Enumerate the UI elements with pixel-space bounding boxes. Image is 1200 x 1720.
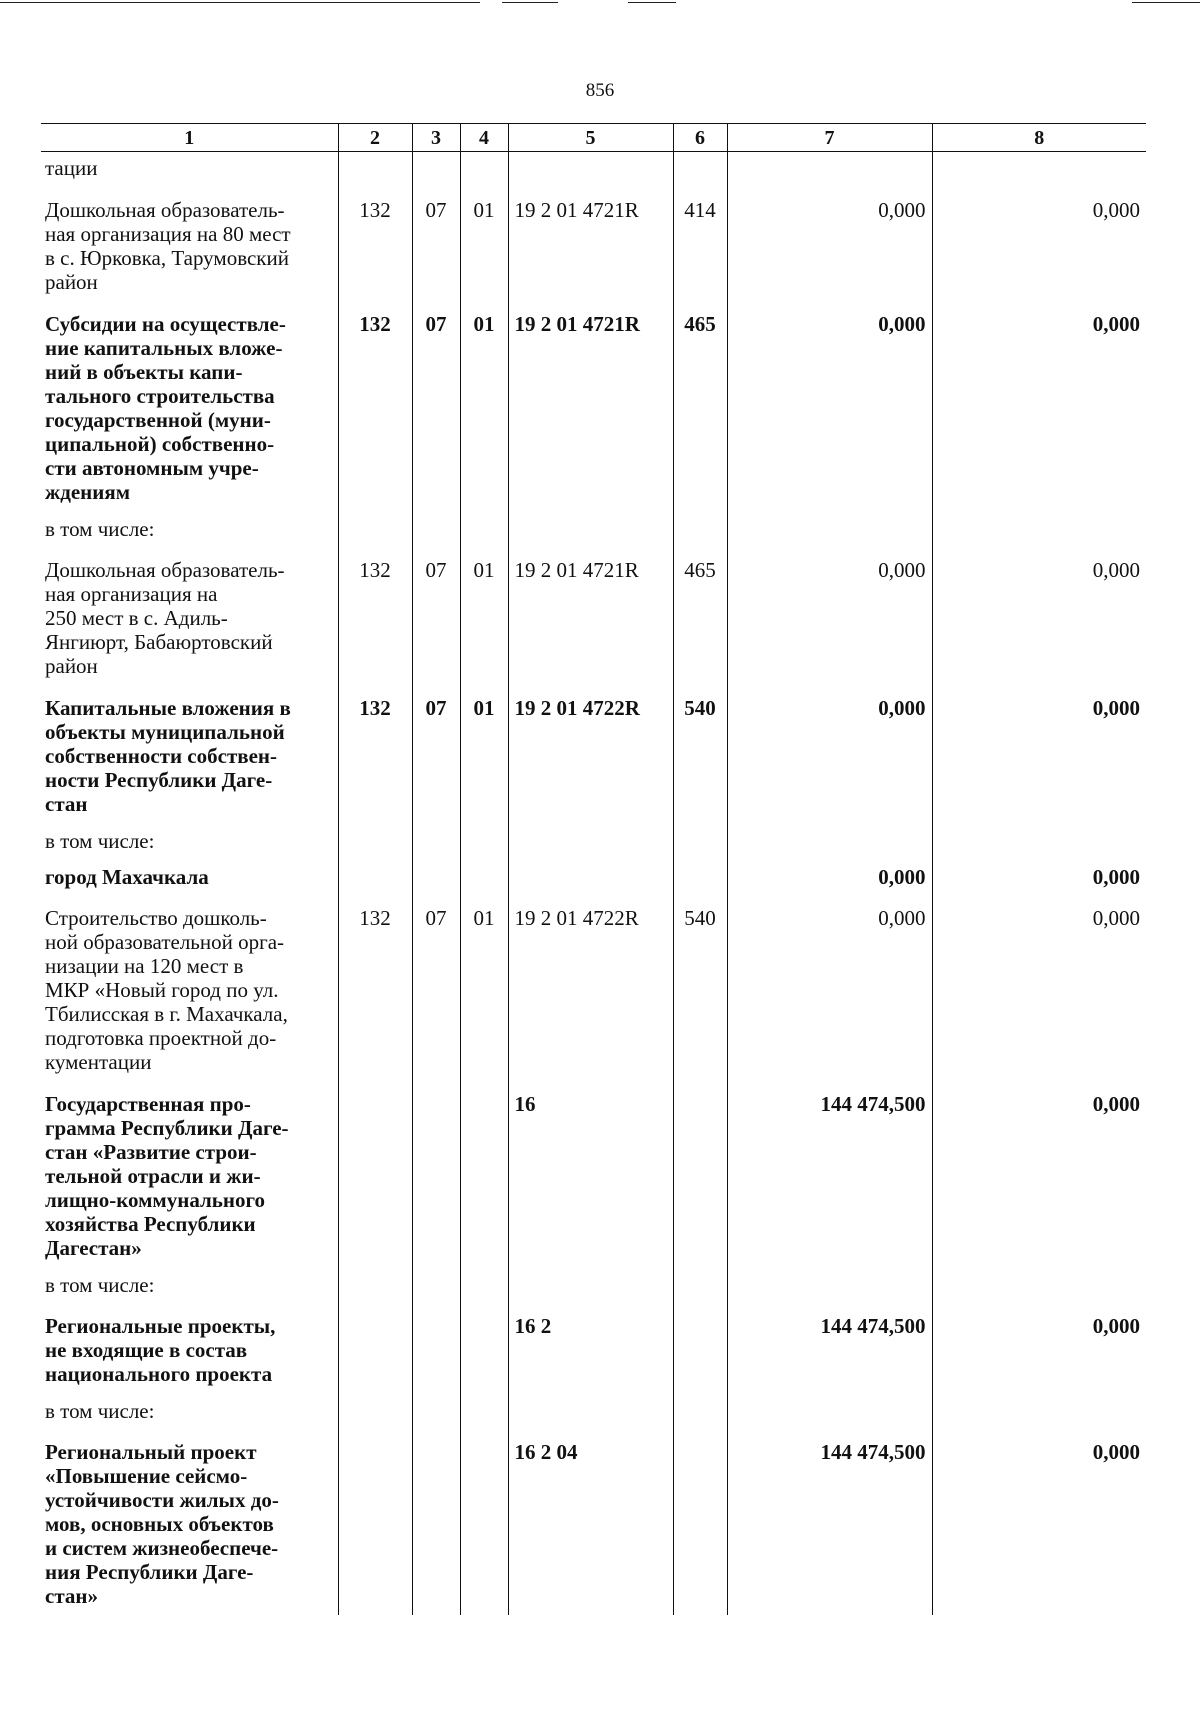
row-grbs-cell: 132 bbox=[338, 301, 412, 511]
row-target-article-cell bbox=[508, 823, 673, 859]
row-amount-col8-cell bbox=[932, 152, 1146, 188]
table-row bbox=[41, 547, 1146, 685]
row-expense-type-cell: 540 bbox=[673, 895, 727, 1081]
row-target-article-cell bbox=[508, 859, 673, 895]
row-amount-col7-cell bbox=[727, 823, 932, 859]
row-amount-col7-cell: 0,000 bbox=[727, 685, 932, 823]
row-amount-col8-cell bbox=[932, 1267, 1146, 1303]
row-grbs-cell: 132 bbox=[338, 685, 412, 823]
row-amount-col7-cell: 0,000 bbox=[727, 187, 932, 301]
table-row bbox=[41, 1429, 1146, 1615]
table-row bbox=[41, 895, 1146, 1081]
row-expense-type-cell: 465 bbox=[673, 301, 727, 511]
row-grbs-cell: 132 bbox=[338, 187, 412, 301]
row-amount-col8-cell bbox=[932, 823, 1146, 859]
scan-top-rule bbox=[628, 2, 676, 3]
table-row bbox=[41, 859, 1146, 895]
row-section-cell: 07 bbox=[412, 895, 460, 1081]
row-name-cell: Дошкольная образователь- ная организация на 80 мест в с. Юрковка, Тарумовский район bbox=[45, 198, 291, 294]
row-target-article-cell: 19 2 01 4722R bbox=[508, 895, 673, 1081]
row-grbs-cell bbox=[338, 1393, 412, 1429]
row-name-cell: Дошкольная образователь- ная организация на 250 мест в с. Адиль- Янгиюрт, Бабаюртовский район bbox=[45, 558, 285, 678]
row-amount-col8-cell: 0,000 bbox=[932, 187, 1146, 301]
row-section-cell: 07 bbox=[412, 547, 460, 685]
row-grbs-cell bbox=[338, 1303, 412, 1393]
row-expense-type-cell: 465 bbox=[673, 547, 727, 685]
budget-table bbox=[41, 123, 1146, 1615]
row-subsection-cell bbox=[460, 1429, 508, 1615]
row-amount-col7-cell: 0,000 bbox=[727, 547, 932, 685]
row-section-cell bbox=[412, 823, 460, 859]
table-row bbox=[41, 152, 1146, 188]
row-section-cell bbox=[412, 1429, 460, 1615]
row-subsection-cell: 01 bbox=[460, 187, 508, 301]
row-amount-col7-cell: 144 474,500 bbox=[727, 1081, 932, 1267]
row-amount-col7-cell: 144 474,500 bbox=[727, 1303, 932, 1393]
row-section-cell bbox=[412, 1393, 460, 1429]
row-target-article-cell bbox=[508, 152, 673, 188]
row-name-cell: в том числе: bbox=[45, 1399, 155, 1423]
row-name-cell: Региональные проекты, не входящие в состав национального проекта bbox=[45, 1314, 276, 1386]
column-header: 6 bbox=[673, 124, 727, 152]
row-subsection-cell bbox=[460, 823, 508, 859]
row-section-cell bbox=[412, 1303, 460, 1393]
row-amount-col8-cell: 0,000 bbox=[932, 859, 1146, 895]
table-row bbox=[41, 301, 1146, 511]
row-section-cell bbox=[412, 1081, 460, 1267]
row-subsection-cell bbox=[460, 1393, 508, 1429]
row-target-article-cell bbox=[508, 1267, 673, 1303]
row-subsection-cell: 01 bbox=[460, 547, 508, 685]
row-expense-type-cell bbox=[673, 859, 727, 895]
row-expense-type-cell bbox=[673, 823, 727, 859]
row-target-article-cell: 19 2 01 4721R bbox=[508, 547, 673, 685]
row-name-cell: Государственная про- грамма Республики Даге- стан «Развитие строи- тельной отрасли и жи- лищно-коммунального хозяйства Республики Дагестан» bbox=[45, 1092, 289, 1260]
row-amount-col7-cell bbox=[727, 1393, 932, 1429]
row-name-cell: город Махачкала bbox=[45, 865, 209, 889]
row-grbs-cell bbox=[338, 859, 412, 895]
row-name-cell: тации bbox=[45, 156, 98, 180]
row-target-article-cell: 19 2 01 4721R bbox=[508, 187, 673, 301]
row-subsection-cell bbox=[460, 1267, 508, 1303]
column-header: 2 bbox=[338, 124, 412, 152]
scan-top-rule bbox=[502, 2, 558, 3]
table-row bbox=[41, 823, 1146, 859]
row-amount-col8-cell: 0,000 bbox=[932, 895, 1146, 1081]
column-header: 1 bbox=[41, 124, 338, 152]
row-amount-col7-cell: 0,000 bbox=[727, 301, 932, 511]
row-amount-col8-cell: 0,000 bbox=[932, 685, 1146, 823]
row-target-article-cell bbox=[508, 1393, 673, 1429]
row-name-cell: в том числе: bbox=[45, 829, 155, 853]
row-grbs-cell bbox=[338, 152, 412, 188]
column-header: 8 bbox=[932, 124, 1146, 152]
row-section-cell: 07 bbox=[412, 685, 460, 823]
row-subsection-cell: 01 bbox=[460, 301, 508, 511]
table-body bbox=[41, 152, 1146, 1616]
row-amount-col8-cell: 0,000 bbox=[932, 1081, 1146, 1267]
table-row bbox=[41, 1081, 1146, 1267]
page-number: 856 bbox=[585, 80, 615, 101]
scan-top-rule bbox=[1132, 2, 1200, 3]
row-name-cell: в том числе: bbox=[45, 1273, 155, 1297]
row-amount-col7-cell bbox=[727, 152, 932, 188]
row-expense-type-cell bbox=[673, 511, 727, 547]
row-subsection-cell bbox=[460, 859, 508, 895]
row-amount-col8-cell bbox=[932, 511, 1146, 547]
row-subsection-cell bbox=[460, 152, 508, 188]
table-row bbox=[41, 1393, 1146, 1429]
table-row bbox=[41, 511, 1146, 547]
row-amount-col7-cell bbox=[727, 1267, 932, 1303]
table-row bbox=[41, 187, 1146, 301]
row-grbs-cell bbox=[338, 511, 412, 547]
row-section-cell: 07 bbox=[412, 301, 460, 511]
row-section-cell bbox=[412, 859, 460, 895]
column-number-row bbox=[41, 124, 1146, 152]
row-amount-col8-cell bbox=[932, 1393, 1146, 1429]
column-header: 4 bbox=[460, 124, 508, 152]
row-grbs-cell: 132 bbox=[338, 895, 412, 1081]
row-grbs-cell bbox=[338, 1267, 412, 1303]
column-header: 5 bbox=[508, 124, 673, 152]
row-expense-type-cell bbox=[673, 1081, 727, 1267]
column-header: 3 bbox=[412, 124, 460, 152]
row-grbs-cell: 132 bbox=[338, 547, 412, 685]
row-section-cell bbox=[412, 1267, 460, 1303]
row-name-cell: Капитальные вложения в объекты муниципальной собственности собствен- ности Республики Даге- стан bbox=[45, 696, 291, 816]
row-expense-type-cell: 414 bbox=[673, 187, 727, 301]
row-target-article-cell: 16 2 04 bbox=[508, 1429, 673, 1615]
row-subsection-cell: 01 bbox=[460, 685, 508, 823]
row-grbs-cell bbox=[338, 1429, 412, 1615]
row-name-cell: Строительство дошколь- ной образовательной орга- низации на 120 мест в МКР «Новый город по ул. Тбилисская в г. Махачкала, подготовка проектной до- кументации bbox=[45, 906, 288, 1074]
row-subsection-cell bbox=[460, 511, 508, 547]
row-expense-type-cell: 540 bbox=[673, 685, 727, 823]
row-section-cell bbox=[412, 511, 460, 547]
row-amount-col7-cell: 144 474,500 bbox=[727, 1429, 932, 1615]
row-subsection-cell bbox=[460, 1081, 508, 1267]
row-amount-col7-cell: 0,000 bbox=[727, 895, 932, 1081]
row-amount-col8-cell: 0,000 bbox=[932, 1429, 1146, 1615]
row-amount-col8-cell: 0,000 bbox=[932, 547, 1146, 685]
scan-top-rule bbox=[0, 2, 480, 3]
row-amount-col7-cell bbox=[727, 511, 932, 547]
row-target-article-cell: 19 2 01 4721R bbox=[508, 301, 673, 511]
row-name-cell: Субсидии на осуществле- ние капитальных вложе- ний в объекты капи- тального строительства государственной (муни- ципальной) собственно- сти автономным учре- ждениям bbox=[45, 312, 286, 504]
row-grbs-cell bbox=[338, 823, 412, 859]
row-target-article-cell: 19 2 01 4722R bbox=[508, 685, 673, 823]
row-target-article-cell bbox=[508, 511, 673, 547]
row-subsection-cell bbox=[460, 1303, 508, 1393]
row-amount-col8-cell: 0,000 bbox=[932, 1303, 1146, 1393]
row-expense-type-cell bbox=[673, 1429, 727, 1615]
table-row bbox=[41, 1267, 1146, 1303]
table-row bbox=[41, 1303, 1146, 1393]
row-expense-type-cell bbox=[673, 1393, 727, 1429]
row-target-article-cell: 16 2 bbox=[508, 1303, 673, 1393]
row-amount-col8-cell: 0,000 bbox=[932, 301, 1146, 511]
column-header: 7 bbox=[727, 124, 932, 152]
row-section-cell bbox=[412, 152, 460, 188]
row-name-cell: Региональный проект «Повышение сейсмо- устойчивости жилых до- мов, основных объектов и систем жизнеобеспече- ния Республики Даге- стан» bbox=[45, 1440, 279, 1608]
table-row bbox=[41, 685, 1146, 823]
row-target-article-cell: 16 bbox=[508, 1081, 673, 1267]
row-section-cell: 07 bbox=[412, 187, 460, 301]
row-amount-col7-cell: 0,000 bbox=[727, 859, 932, 895]
row-name-cell: в том числе: bbox=[45, 517, 155, 541]
row-expense-type-cell bbox=[673, 152, 727, 188]
row-grbs-cell bbox=[338, 1081, 412, 1267]
row-subsection-cell: 01 bbox=[460, 895, 508, 1081]
row-expense-type-cell bbox=[673, 1267, 727, 1303]
row-expense-type-cell bbox=[673, 1303, 727, 1393]
